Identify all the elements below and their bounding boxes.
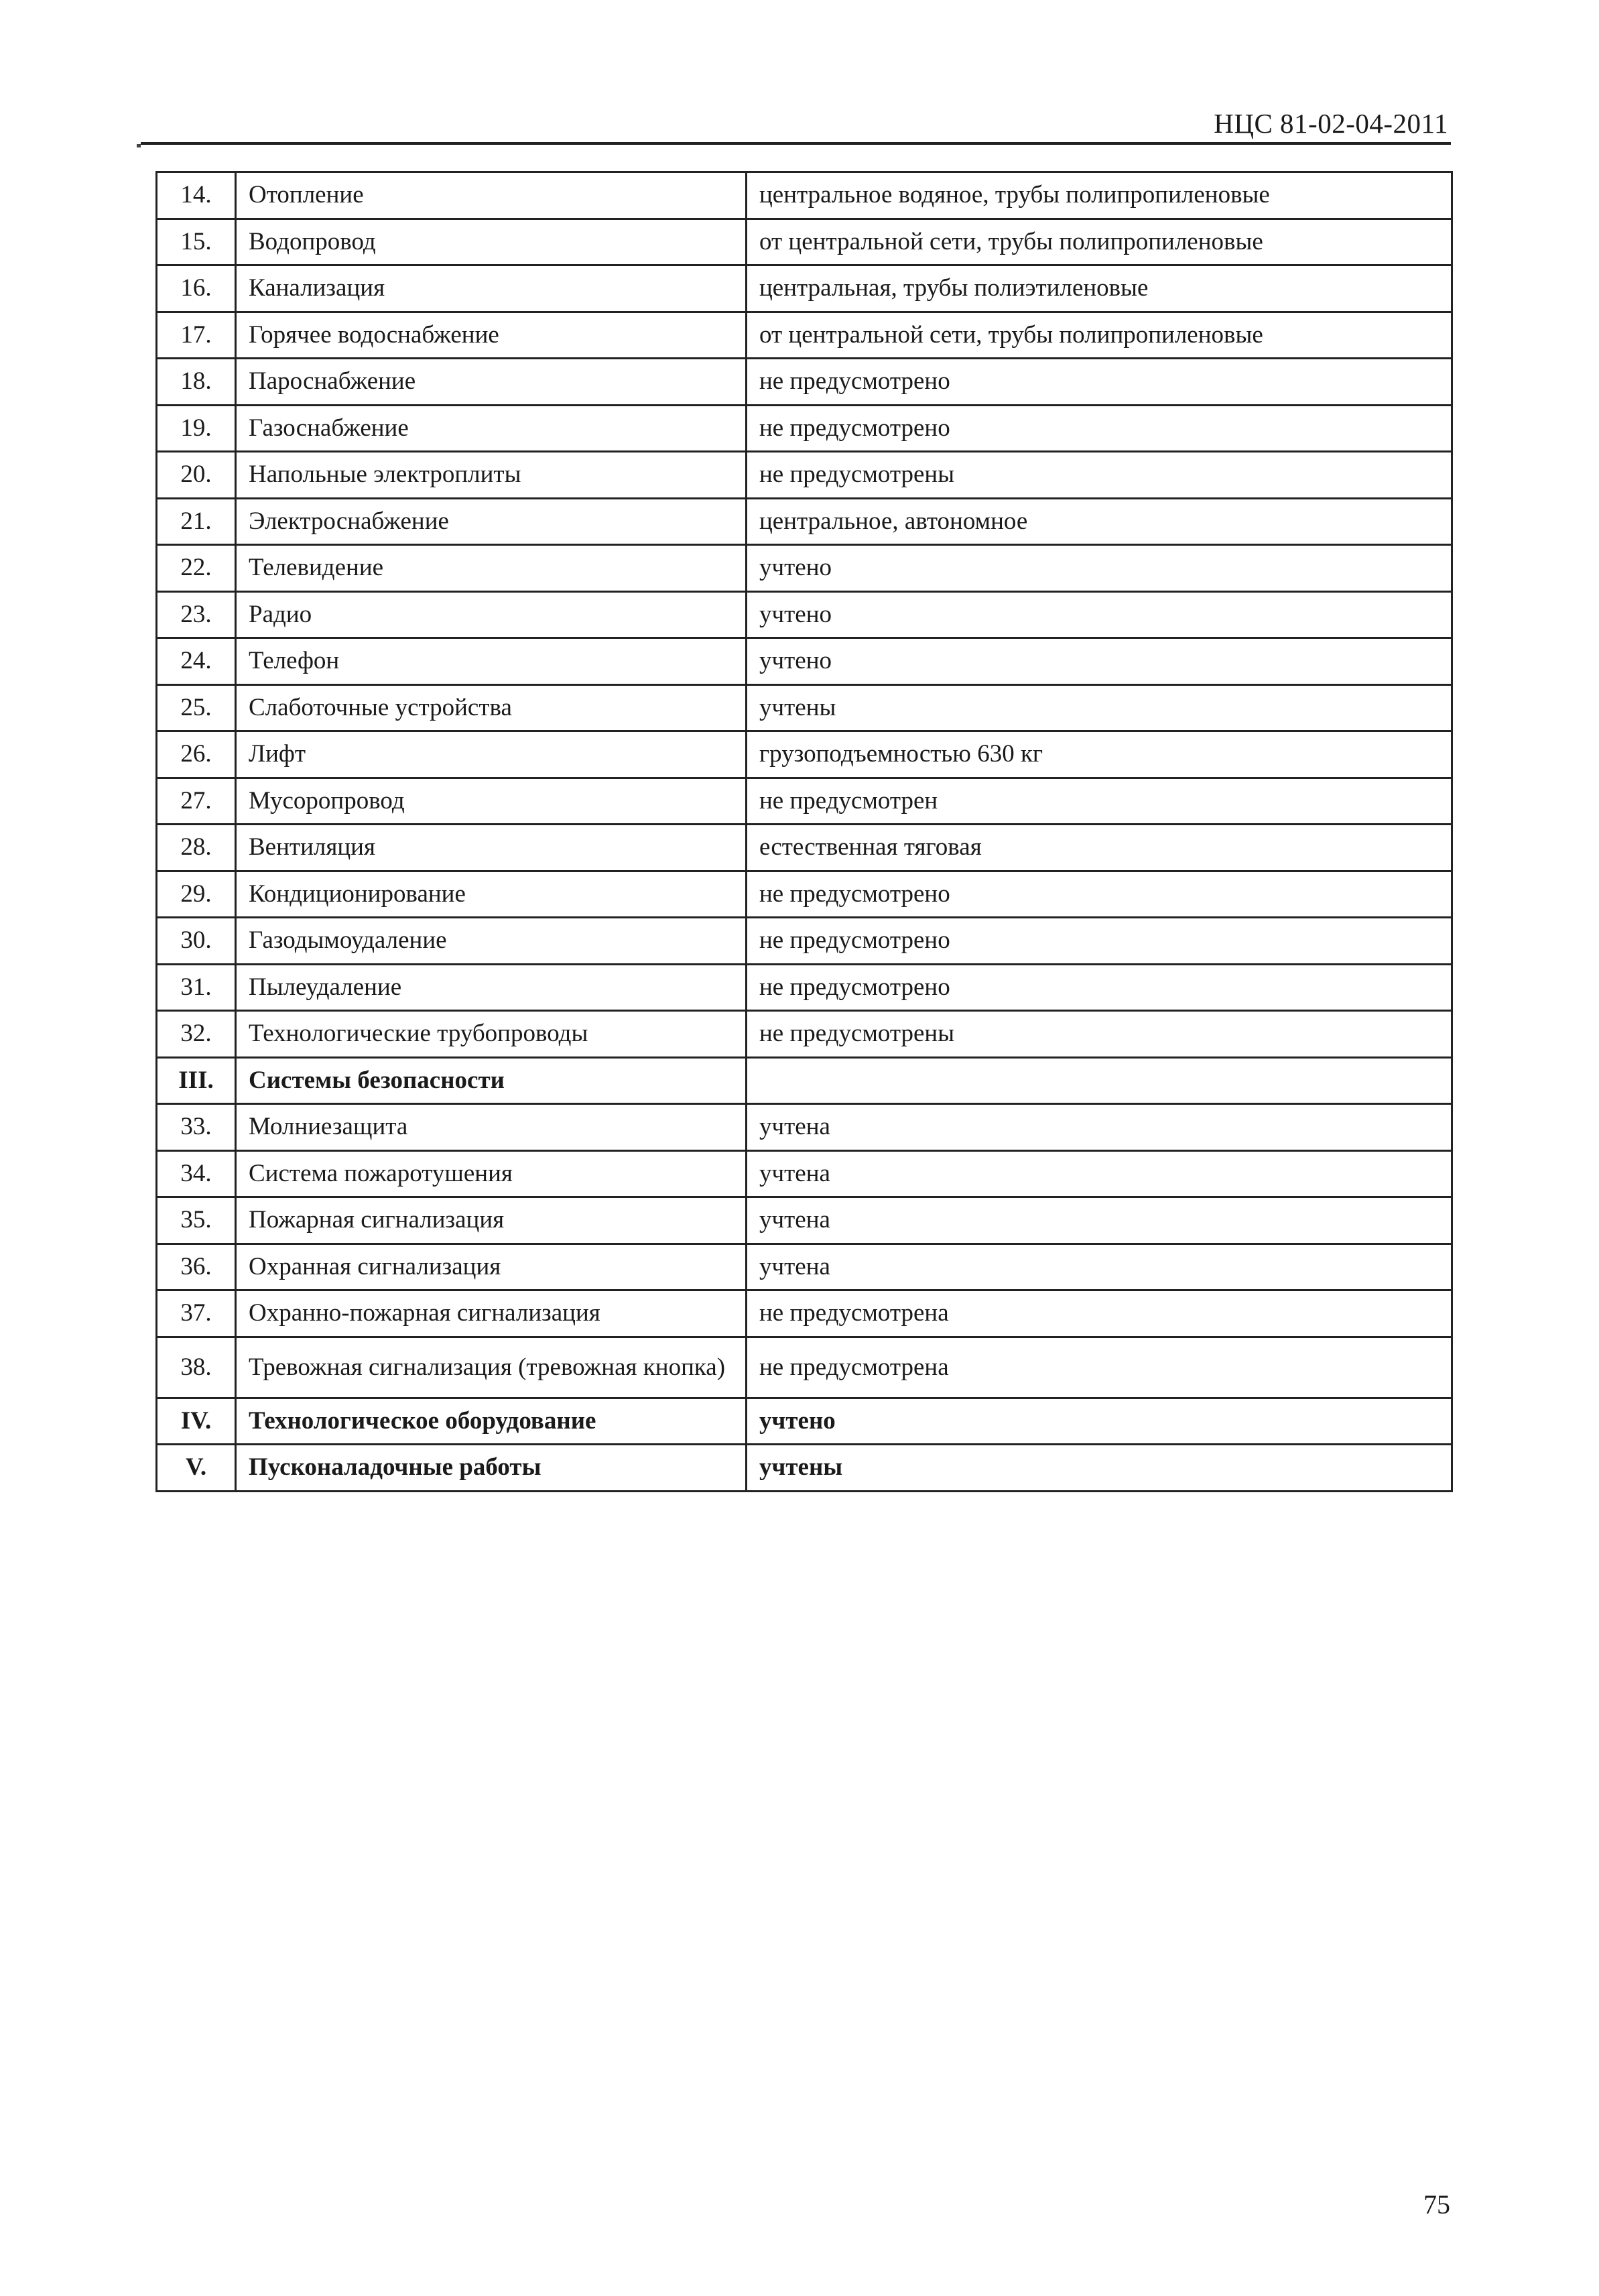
row-value-cell: учтено bbox=[747, 545, 1452, 592]
row-value-cell: от центральной сети, трубы полипропиленовые bbox=[747, 312, 1452, 359]
row-name-cell: Вентиляция bbox=[236, 825, 747, 871]
row-number-cell: 19. bbox=[157, 405, 236, 452]
row-name-cell: Система пожаротушения bbox=[236, 1150, 747, 1197]
table-row bbox=[157, 359, 1452, 406]
row-value-cell: центральное водяное, трубы полипропиленовые bbox=[747, 172, 1452, 219]
row-name-cell: Охранно-пожарная сигнализация bbox=[236, 1290, 747, 1337]
table-row bbox=[157, 964, 1452, 1011]
row-value-cell: не предусмотрено bbox=[747, 405, 1452, 452]
row-name-cell: Пожарная сигнализация bbox=[236, 1197, 747, 1244]
row-name-cell: Электроснабжение bbox=[236, 498, 747, 545]
table-row bbox=[157, 871, 1452, 918]
table-row bbox=[157, 638, 1452, 685]
section-row bbox=[157, 1398, 1452, 1445]
row-number-cell: 25. bbox=[157, 684, 236, 731]
row-value-cell: учтены bbox=[747, 1445, 1452, 1492]
row-number-cell: V. bbox=[157, 1445, 236, 1492]
row-name-cell: Технологические трубопроводы bbox=[236, 1011, 747, 1058]
table-row bbox=[157, 778, 1452, 825]
row-value-cell: не предусмотрено bbox=[747, 359, 1452, 406]
table-row bbox=[157, 545, 1452, 592]
section-row bbox=[157, 1445, 1452, 1492]
table-row bbox=[157, 1011, 1452, 1058]
row-name-cell: Пылеудаление bbox=[236, 964, 747, 1011]
table-row bbox=[157, 498, 1452, 545]
row-number-cell: 18. bbox=[157, 359, 236, 406]
table-row bbox=[157, 172, 1452, 219]
row-value-cell: учтена bbox=[747, 1150, 1452, 1197]
document-code: НЦС 81-02-04-2011 bbox=[1214, 108, 1448, 139]
table-row bbox=[157, 405, 1452, 452]
specification-table-body bbox=[157, 172, 1452, 1492]
row-number-cell: 35. bbox=[157, 1197, 236, 1244]
row-value-cell: от центральной сети, трубы полипропиленовые bbox=[747, 219, 1452, 265]
row-value-cell: не предусмотрен bbox=[747, 778, 1452, 825]
row-name-cell: Слаботочные устройства bbox=[236, 684, 747, 731]
row-number-cell: 27. bbox=[157, 778, 236, 825]
row-value-cell: учтено bbox=[747, 638, 1452, 685]
section-row bbox=[157, 1057, 1452, 1104]
row-number-cell: 16. bbox=[157, 265, 236, 312]
row-number-cell: 28. bbox=[157, 825, 236, 871]
row-number-cell: 15. bbox=[157, 219, 236, 265]
row-number-cell: 30. bbox=[157, 918, 236, 965]
row-number-cell: 34. bbox=[157, 1150, 236, 1197]
table-row bbox=[157, 219, 1452, 265]
row-value-cell: естественная тяговая bbox=[747, 825, 1452, 871]
row-name-cell: Кондиционирование bbox=[236, 871, 747, 918]
row-number-cell: 21. bbox=[157, 498, 236, 545]
page-number: 75 bbox=[1423, 2189, 1450, 2220]
row-name-cell: Телефон bbox=[236, 638, 747, 685]
row-number-cell: 31. bbox=[157, 964, 236, 1011]
row-name-cell: Водопровод bbox=[236, 219, 747, 265]
row-value-cell bbox=[747, 1057, 1452, 1104]
table-row bbox=[157, 1337, 1452, 1398]
row-value-cell: учтены bbox=[747, 684, 1452, 731]
row-value-cell: центральная, трубы полиэтиленовые bbox=[747, 265, 1452, 312]
row-number-cell: 14. bbox=[157, 172, 236, 219]
row-name-cell: Системы безопасности bbox=[236, 1057, 747, 1104]
row-value-cell: учтена bbox=[747, 1244, 1452, 1290]
row-value-cell: учтено bbox=[747, 591, 1452, 638]
row-name-cell: Технологическое оборудование bbox=[236, 1398, 747, 1445]
row-value-cell: не предусмотрены bbox=[747, 452, 1452, 499]
row-value-cell: не предусмотрено bbox=[747, 964, 1452, 1011]
row-number-cell: 29. bbox=[157, 871, 236, 918]
row-name-cell: Молниезащита bbox=[236, 1104, 747, 1151]
specification-table bbox=[155, 171, 1453, 1492]
row-name-cell: Радио bbox=[236, 591, 747, 638]
row-name-cell: Газодымоудаление bbox=[236, 918, 747, 965]
row-name-cell: Пароснабжение bbox=[236, 359, 747, 406]
row-name-cell: Пусконаладочные работы bbox=[236, 1445, 747, 1492]
table-row bbox=[157, 312, 1452, 359]
table-row bbox=[157, 1197, 1452, 1244]
row-name-cell: Канализация bbox=[236, 265, 747, 312]
row-value-cell: не предусмотрено bbox=[747, 918, 1452, 965]
row-name-cell: Отопление bbox=[236, 172, 747, 219]
row-value-cell: не предусмотрено bbox=[747, 871, 1452, 918]
table-row bbox=[157, 1150, 1452, 1197]
row-number-cell: 24. bbox=[157, 638, 236, 685]
row-number-cell: 36. bbox=[157, 1244, 236, 1290]
table-row bbox=[157, 452, 1452, 499]
row-number-cell: 22. bbox=[157, 545, 236, 592]
row-name-cell: Газоснабжение bbox=[236, 405, 747, 452]
table-row bbox=[157, 825, 1452, 871]
row-value-cell: не предусмотрена bbox=[747, 1337, 1452, 1398]
row-value-cell: грузоподъемностью 630 кг bbox=[747, 731, 1452, 778]
row-number-cell: 32. bbox=[157, 1011, 236, 1058]
table-row bbox=[157, 1290, 1452, 1337]
row-value-cell: учтена bbox=[747, 1104, 1452, 1151]
row-number-cell: 37. bbox=[157, 1290, 236, 1337]
row-value-cell: не предусмотрена bbox=[747, 1290, 1452, 1337]
header-rule-mark bbox=[137, 144, 141, 147]
row-number-cell: 23. bbox=[157, 591, 236, 638]
row-number-cell: IV. bbox=[157, 1398, 236, 1445]
row-name-cell: Горячее водоснабжение bbox=[236, 312, 747, 359]
row-number-cell: III. bbox=[157, 1057, 236, 1104]
row-name-cell: Телевидение bbox=[236, 545, 747, 592]
row-name-cell: Тревожная сигнализация (тревожная кнопка) bbox=[236, 1337, 747, 1398]
table-row bbox=[157, 684, 1452, 731]
row-name-cell: Охранная сигнализация bbox=[236, 1244, 747, 1290]
table-row bbox=[157, 591, 1452, 638]
table-row bbox=[157, 918, 1452, 965]
table-row bbox=[157, 731, 1452, 778]
row-name-cell: Мусоропровод bbox=[236, 778, 747, 825]
row-number-cell: 26. bbox=[157, 731, 236, 778]
row-value-cell: центральное, автономное bbox=[747, 498, 1452, 545]
row-value-cell: не предусмотрены bbox=[747, 1011, 1452, 1058]
page-header bbox=[141, 101, 1451, 145]
row-name-cell: Лифт bbox=[236, 731, 747, 778]
table-row bbox=[157, 265, 1452, 312]
row-number-cell: 33. bbox=[157, 1104, 236, 1151]
row-number-cell: 17. bbox=[157, 312, 236, 359]
row-name-cell: Напольные электроплиты bbox=[236, 452, 747, 499]
row-number-cell: 20. bbox=[157, 452, 236, 499]
row-value-cell: учтено bbox=[747, 1398, 1452, 1445]
row-number-cell: 38. bbox=[157, 1337, 236, 1398]
table-row bbox=[157, 1104, 1452, 1151]
row-value-cell: учтена bbox=[747, 1197, 1452, 1244]
table-row bbox=[157, 1244, 1452, 1290]
